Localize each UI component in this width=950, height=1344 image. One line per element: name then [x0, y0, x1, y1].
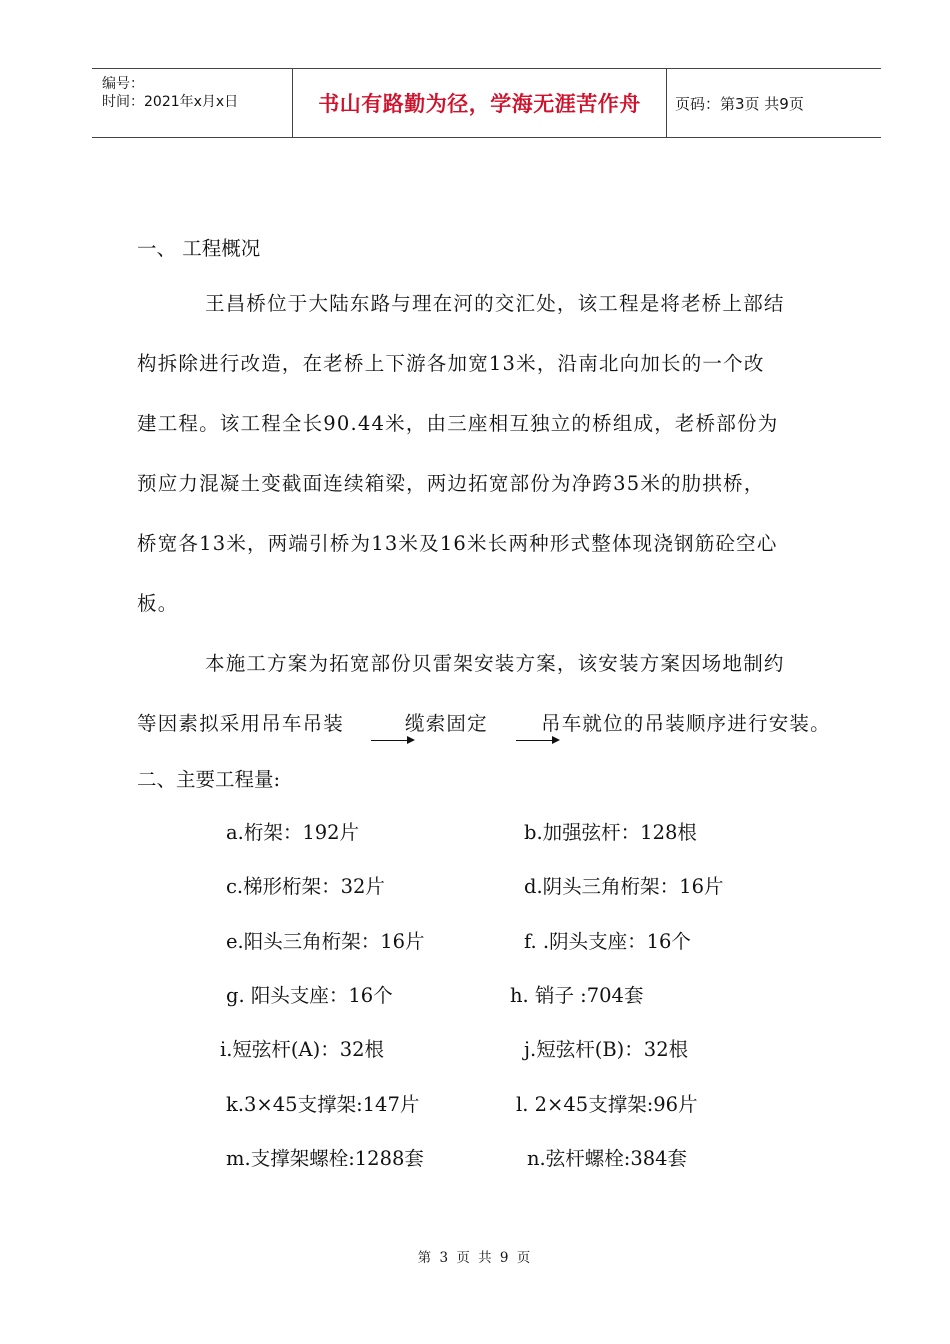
quantity-item: k.3×45支撑架:147片	[226, 1093, 420, 1116]
paragraph-line: 预应力混凝土变截面连续箱梁，两边拓宽部份为净跨35米的肋拱桥，	[137, 472, 765, 495]
quantity-item: j.短弦杆(B)：32根	[524, 1038, 689, 1061]
quantity-item: g. 阳头支座：16个	[226, 984, 393, 1007]
quantity-item: l. 2×45支撑架:96片	[516, 1093, 698, 1116]
quantity-item: b.加强弦杆：128根	[524, 821, 697, 844]
paragraph-line: 桥宽各13米，两端引桥为13米及16米长两种形式整体现浇钢筋砼空心	[137, 532, 778, 555]
paragraph-line-part: 缆索固定	[405, 712, 488, 735]
quantity-item: n.弦杆螺栓:384套	[527, 1147, 688, 1170]
section-title-overview: 一、 工程概况	[137, 237, 261, 260]
quantity-item: a.桁架：192片	[226, 821, 360, 844]
section-title-quantities: 二、主要工程量:	[137, 768, 281, 791]
document-number-label: 编号：	[102, 76, 144, 92]
paragraph-line: 构拆除进行改造，在老桥上下游各加宽13米，沿南北向加长的一个改	[137, 352, 765, 375]
quantity-item: c.梯形桁架：32片	[226, 875, 385, 898]
paragraph-line: 建工程。该工程全长90.44米，由三座相互独立的桥组成，老桥部份为	[137, 412, 779, 435]
page-footer: 第 3 页 共 9 页	[417, 1250, 533, 1266]
paragraph-line: 本施工方案为拓宽部份贝雷架安装方案，该安装方案因场地制约	[205, 652, 785, 675]
quantity-item: h. 销子 :704套	[510, 984, 644, 1007]
paragraph-line: 王昌桥位于大陆东路与理在河的交汇处，该工程是将老桥上部结	[205, 292, 785, 315]
paragraph-line-part: 吊车就位的吊装顺序进行安装。	[541, 712, 831, 735]
quantity-item: d.阴头三角桁架：16片	[524, 875, 724, 898]
quantity-item: m.支撑架螺栓:1288套	[226, 1147, 424, 1170]
document-header	[92, 68, 881, 138]
quantity-item: i.短弦杆(A)：32根	[220, 1038, 385, 1061]
paragraph-line: 板。	[137, 592, 179, 615]
document-time-label: 时间：2021年x月x日	[102, 94, 239, 110]
quantity-item: e.阳头三角桁架：16片	[226, 930, 425, 953]
arrow-right-icon	[371, 740, 413, 741]
paragraph-line-part: 等因素拟采用吊车吊装	[137, 712, 345, 735]
header-motto: 书山有路勤为径，学海无涯苦作舟	[292, 69, 667, 137]
quantity-item: f. .阴头支座：16个	[524, 930, 691, 953]
header-meta	[92, 69, 292, 137]
arrow-right-icon	[516, 740, 558, 741]
header-page-number: 页码：第3页 共9页	[675, 94, 804, 113]
